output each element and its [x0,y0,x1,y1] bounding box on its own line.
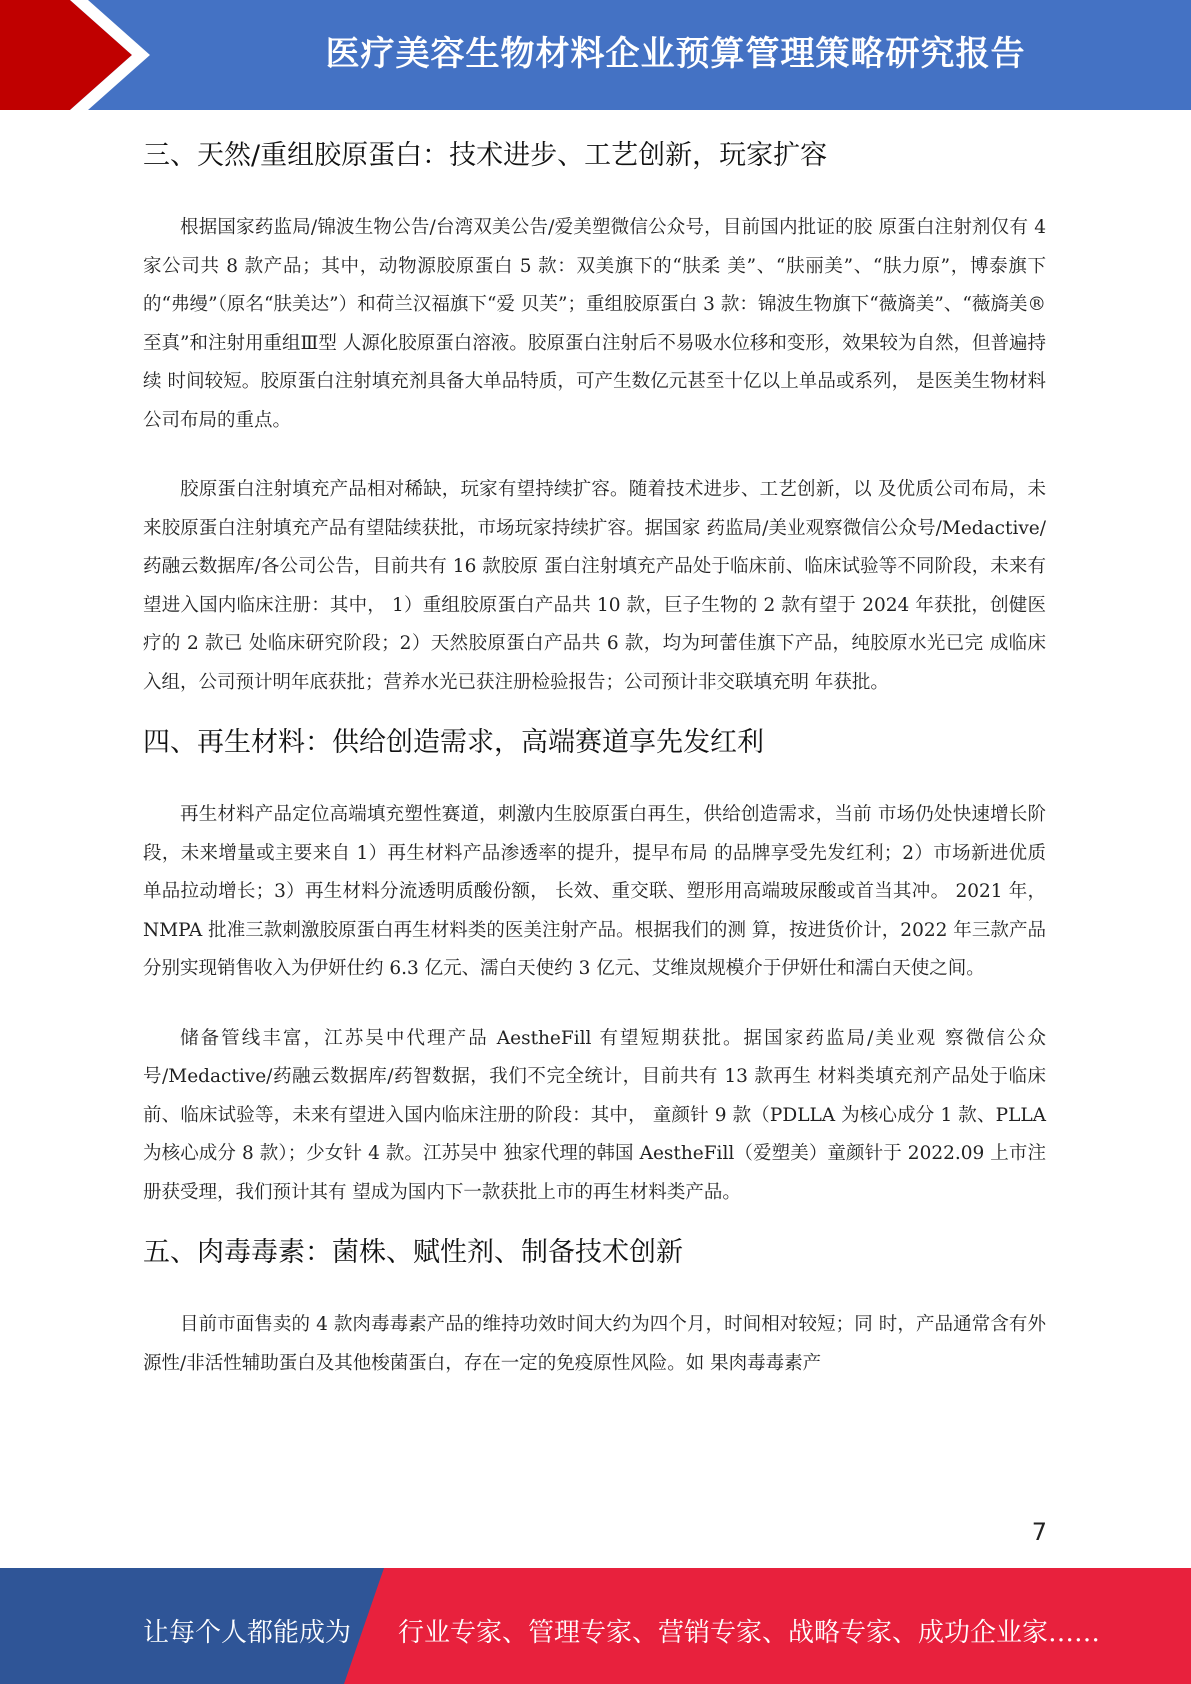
page-footer [0,1568,1191,1684]
section-heading: 三、天然/重组胶原蛋白：技术进步、工艺创新，玩家扩容 [143,140,828,171]
document-title: 医疗美容生物材料企业预算管理策略研究报告 [325,34,1026,74]
footer-slogan-right: 行业专家、管理专家、营销专家、战略专家、成功企业家…… [398,1618,1101,1648]
paragraph: 目前市面售卖的 4 款肉毒毒素产品的维持功效时间大约为四个月，时间相对较短；同 时，产品通常含有外源性/非活性辅助蛋白及其他梭菌蛋白，存在一定的免疫原性风险。如 果肉毒毒素产 [143,1314,1046,1374]
paragraph: 储备管线丰富，江苏吴中代理产品 AestheFill 有望短期获批。据国家药监局/美业观 察微信公众号/Medactive/药融云数据库/药智数据，我们不完全统计，目前共有 13 款再生 材料类填充剂产品处于临床前、临床试验等，未来有望进入国内临床注册的阶段：其中， 童颜针 9 款（PDLLA 为核心成分 1 款、PLLA 为核心成分 8 款）；少女针 4 款。江苏吴中 独家代理的韩国 AestheFill（爱塑美）童颜针于 2022.09 上市注册获受理，我们预计其有 望成为国内下一款获批上市的再生材料类产品。 [143,1027,1046,1203]
section-heading: 五、肉毒毒素：菌株、赋性剂、制备技术创新 [143,1237,683,1268]
paragraph: 再生材料产品定位高端填充塑性赛道，刺激内生胶原蛋白再生，供给创造需求，当前 市场仍处快速增长阶段，未来增量或主要来自 1）再生材料产品渗透率的提升，提早布局 的品牌享受先发红利；2）市场新进优质单品拉动增长；3）再生材料分流透明质酸份额， 长效、重交联、塑形用高端玻尿酸或首当其冲。 2021 年，NMPA 批准三款刺激胶原蛋白再生材料类的医美注射产品。根据我们的测 算，按进货价计，2022 年三款产品分别实现销售收入为伊妍仕约 6.3 亿元、濡白天使约 3 亿元、艾维岚规模介于伊妍仕和濡白天使之间。 [143,804,1046,979]
paragraph: 胶原蛋白注射填充产品相对稀缺，玩家有望持续扩容。随着技术进步、工艺创新，以 及优质公司布局，未来胶原蛋白注射填充产品有望陆续获批，市场玩家持续扩容。据国家 药监局/美业观察微信公众号/Medactive/药融云数据库/各公司公告，目前共有 16 款胶原 蛋白注射填充产品处于临床前、临床试验等不同阶段，未来有望进入国内临床注册：其中， 1）重组胶原蛋白产品共 10 款，巨子生物的 2 款有望于 2024 年获批，创健医疗的 2 款已 处临床研究阶段；2）天然胶原蛋白产品共 6 款，均为珂蕾佳旗下产品，纯胶原水光已完 成临床入组，公司预计明年底获批；营养水光已获注册检验报告；公司预计非交联填充明 年获批。 [143,479,1046,693]
page-number: 7 [1031,1518,1047,1546]
main-content [143,130,1046,1383]
page-header [0,0,1191,110]
footer-slogan-left: 让每个人都能成为 [143,1618,352,1648]
paragraph: 根据国家药监局/锦波生物公告/台湾双美公告/爱美塑微信公众号，目前国内批证的胶 原蛋白注射剂仅有 4 家公司共 8 款产品；其中，动物源胶原蛋白 5 款：双美旗下的“肤柔 美”、“肤丽美”、“肤力原”，博泰旗下的“弗缦”（原名“肤美达”）和荷兰汉福旗下“爱 贝芙”；重组胶原蛋白 3 款：锦波生物旗下“薇旖美”、“薇旖美®至真”和注射用重组Ⅲ型 人源化胶原蛋白溶液。胶原蛋白注射后不易吸水位移和变形，效果较为自然，但普遍持续 时间较短。胶原蛋白注射填充剂具备大单品特质，可产生数亿元甚至十亿以上单品或系列， 是医美生物材料公司布局的重点。 [143,217,1046,431]
section-heading: 四、再生材料：供给创造需求，高端赛道享先发红利 [143,727,764,758]
